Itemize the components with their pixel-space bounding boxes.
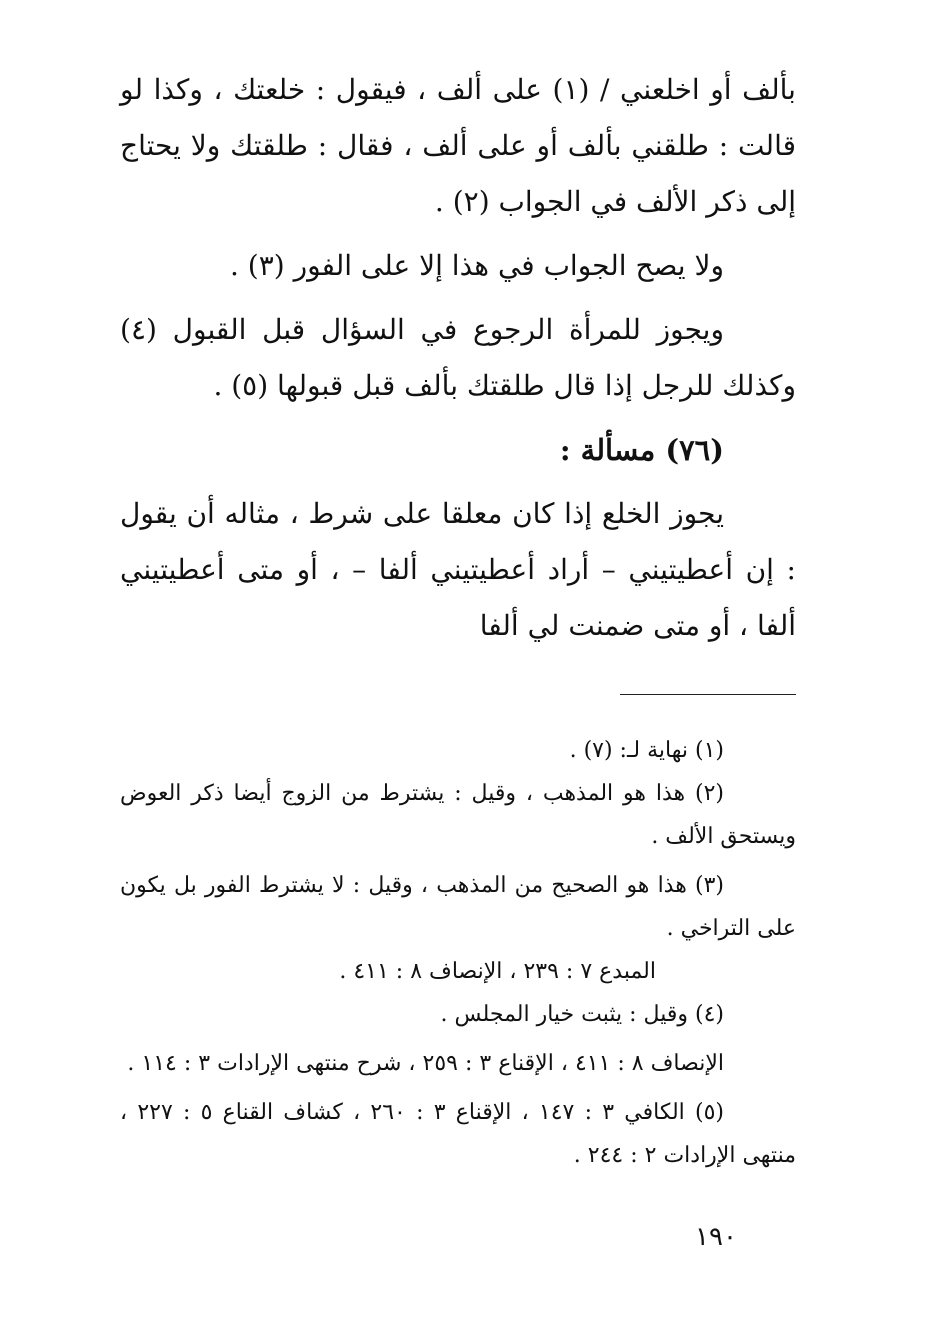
- page-number: ١٩٠: [695, 1222, 737, 1252]
- body-paragraph-1: بألف أو اخلعني / (١) على ألف ، فيقول : خلعتك ، وكذا لو قالت : طلقني بألف أو على ألف ، فقال : طلقتك ولا يحتاج إلى ذكر الألف في الجواب (٢) .: [120, 73, 796, 218]
- section-heading: (٧٦) مسألة :: [559, 433, 724, 467]
- footnote-2: (٢) هذا هو المذهب ، وقيل : يشترط من الزوج أيضا ذكر العوض ويستحق الألف .: [120, 781, 796, 849]
- footnote-3: (٣) هذا هو الصحيح من المذهب ، وقيل : لا يشترط الفور بل يكون على التراخي .: [120, 873, 796, 941]
- section-paragraph: يجوز الخلع إذا كان معلقا على شرط ، مثاله أن يقول : إن أعطيتيني – أراد أعطيتيني ألفا – ، أو متى أعطيتيني ألفا ، أو متى ضمنت لي ألفا: [120, 497, 796, 642]
- body-paragraph-2: ولا يصح الجواب في هذا إلا على الفور (٣) .: [229, 249, 724, 282]
- page-content: [120, 62, 796, 1177]
- footnote-4-reference: الإنصاف ٨ : ٤١١ ، الإقناع ٣ : ٢٥٩ ، شرح منتهى الإرادات ٣ : ١١٤ .: [127, 1051, 724, 1076]
- footnote-5: (٥) الكافي ٣ : ١٤٧ ، الإقناع ٣ : ٢٦٠ ، كشاف القناع ٥ : ٢٢٧ ، منتهى الإرادات ٢ : ٢٤٤ .: [120, 1100, 796, 1168]
- footnote-1: (١) نهاية لـ: (٧) .: [569, 738, 724, 763]
- footnote-3-reference: المبدع ٧ : ٢٣٩ ، الإنصاف ٨ : ٤١١ .: [339, 959, 656, 984]
- footnotes: [120, 729, 796, 1177]
- main-text: [120, 62, 796, 654]
- footnote-divider: [620, 694, 796, 695]
- footnote-4: (٤) وقيل : يثبت خيار المجلس .: [440, 1002, 724, 1027]
- body-paragraph-3: ويجوز للمرأة الرجوع في السؤال قبل القبول (٤) وكذلك للرجل إذا قال طلقتك بألف قبل قبولها (٥) .: [120, 313, 796, 402]
